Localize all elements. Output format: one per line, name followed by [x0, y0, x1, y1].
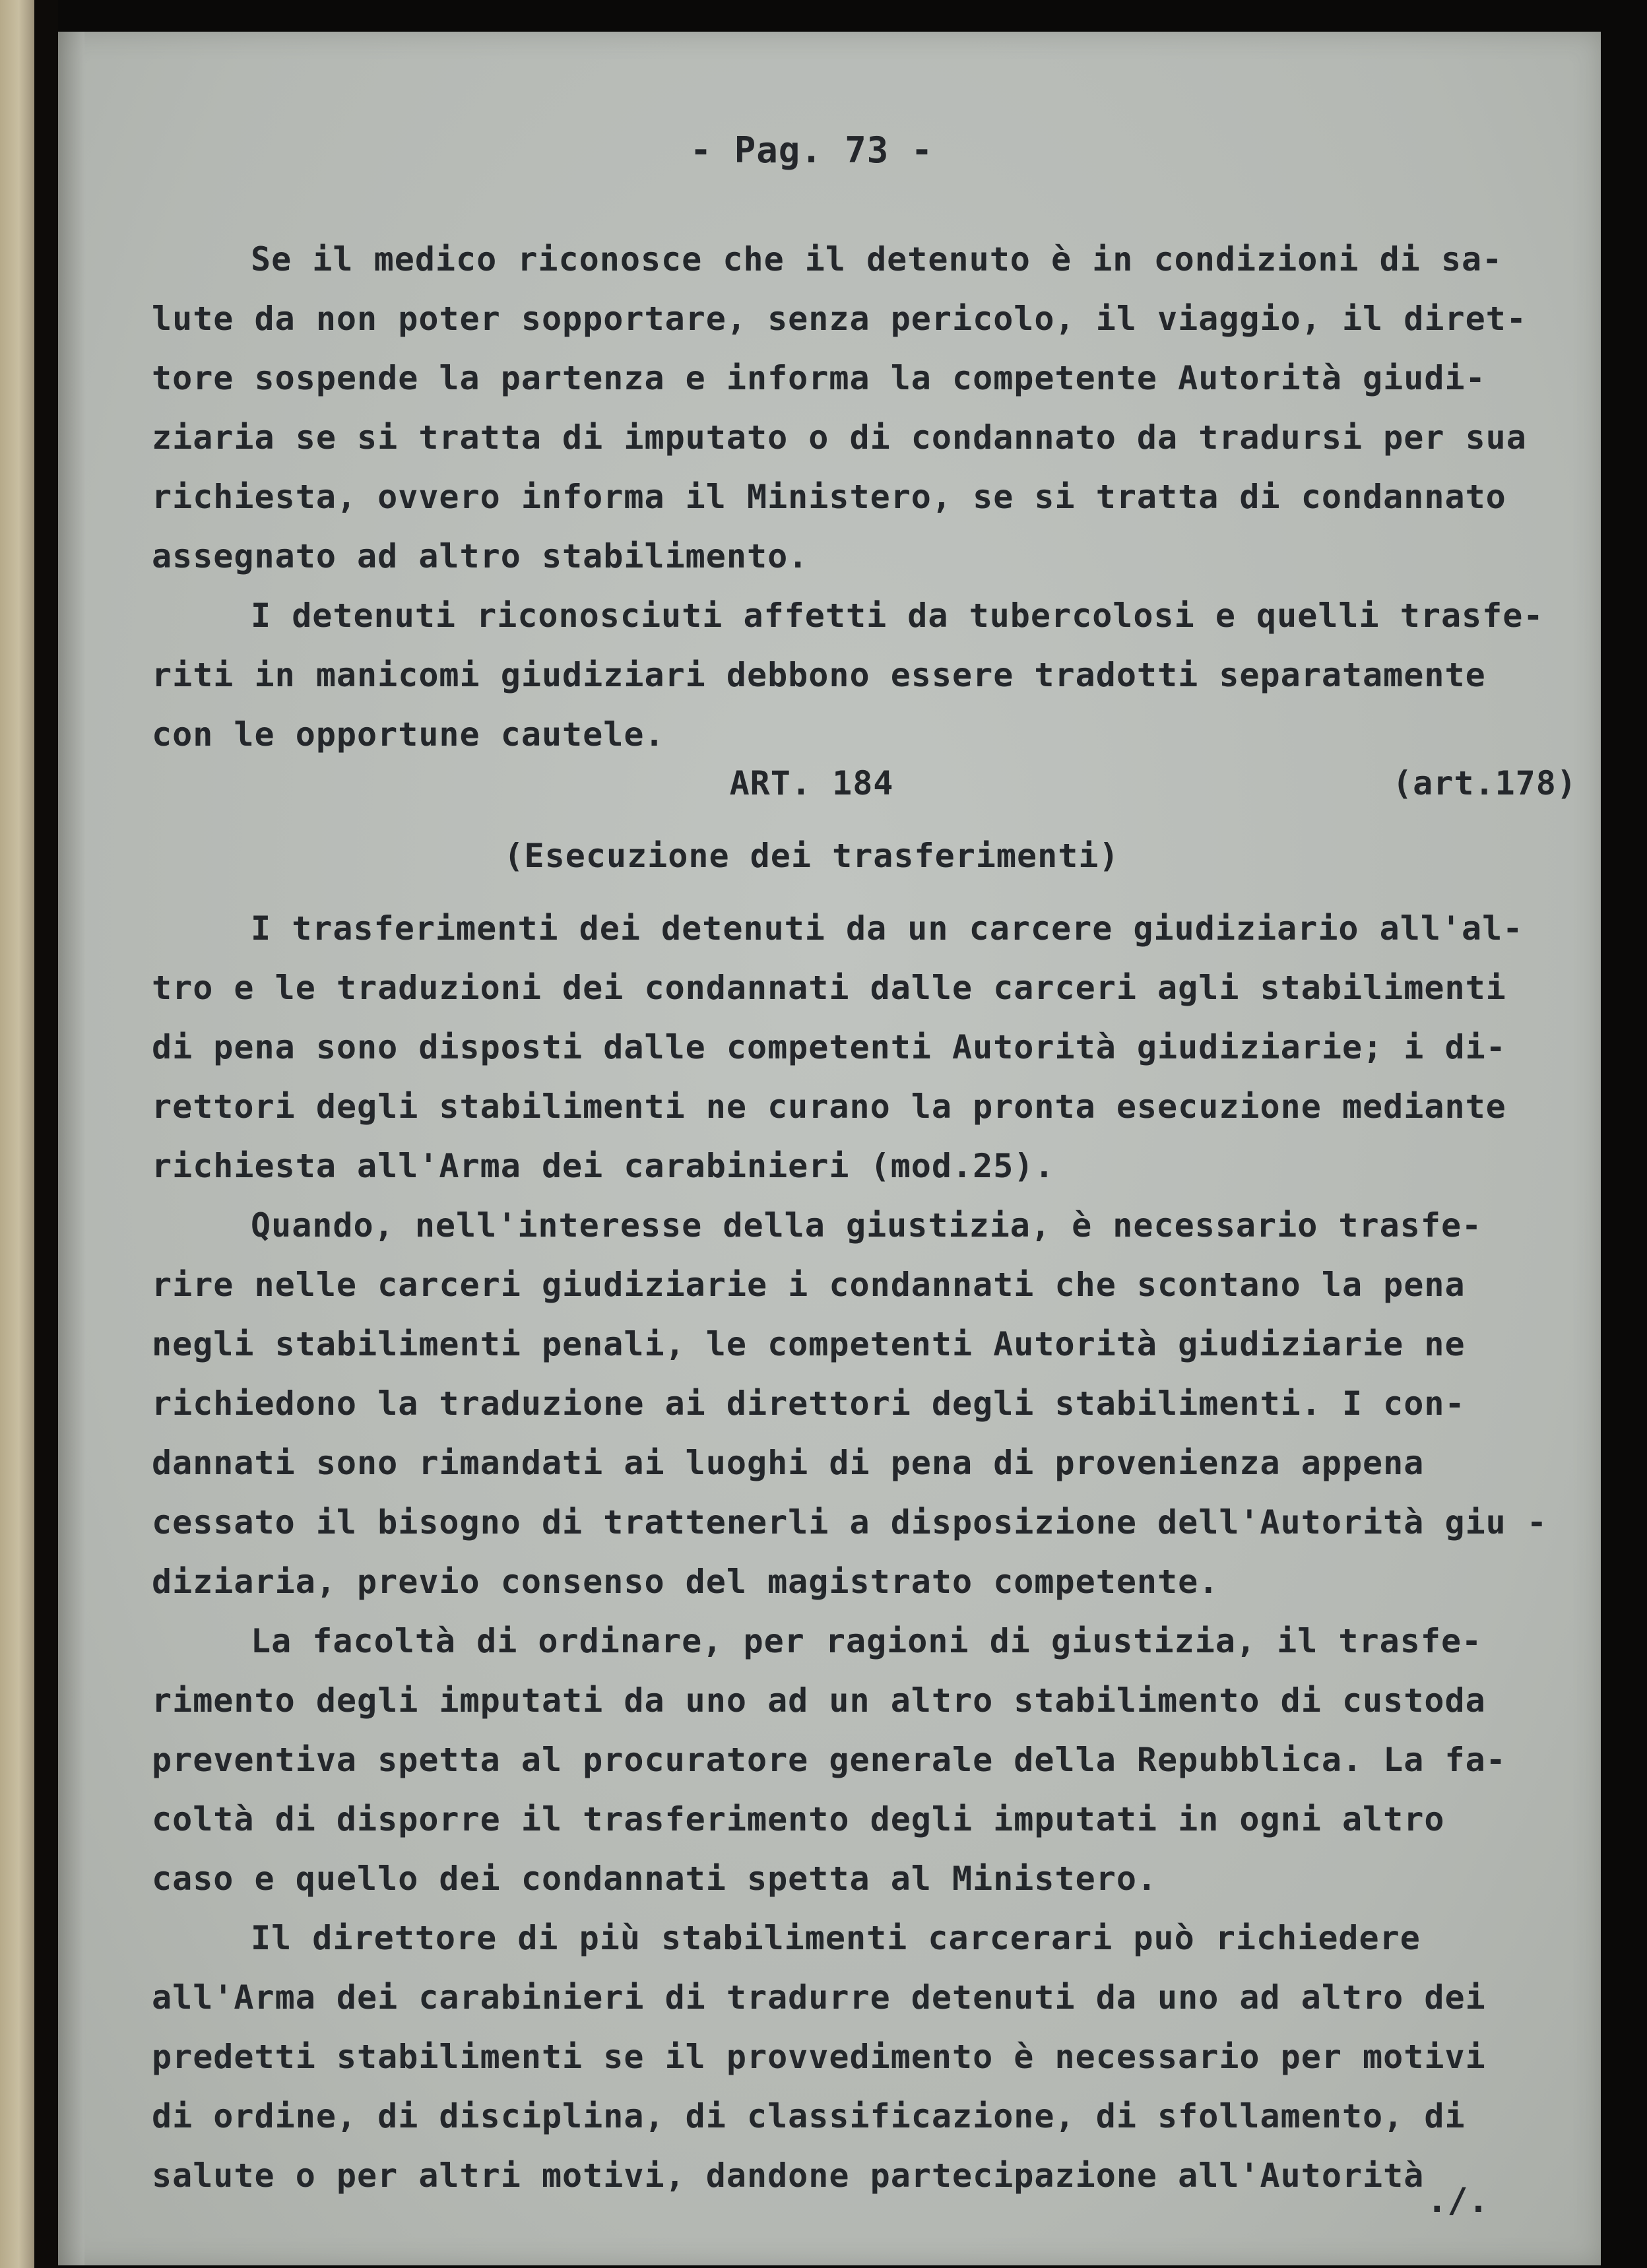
page-number: - Pag. 73 -	[690, 129, 934, 171]
page-shadow	[58, 32, 84, 2265]
text-line: tro e le traduzioni dei condannati dalle carceri agli stabilimenti	[152, 969, 1506, 1007]
text-line: Il direttore di più stabilimenti carcerari può richiedere	[251, 1919, 1421, 1957]
text-line: predetti stabilimenti se il provvedimento è necessario per motivi	[152, 2038, 1486, 2076]
text-line: con le opportune cautele.	[152, 715, 665, 754]
text-line: ziaria se si tratta di imputato o di condannato da tradursi per sua	[152, 418, 1527, 457]
text-line: dannati sono rimandati ai luoghi di pena di provenienza appena	[152, 1444, 1425, 1482]
text-line: salute o per altri motivi, dandone partecipazione all'Autorità	[152, 2156, 1425, 2195]
adjacent-page-edge	[0, 0, 34, 2268]
text-line: riti in manicomi giudiziari debbono essere tradotti separatamente	[152, 656, 1486, 694]
text-line: caso e quello dei condannati spetta al Ministero.	[152, 1860, 1158, 1898]
typewritten-page	[58, 32, 1601, 2265]
text-line: di ordine, di disciplina, di classificazione, di sfollamento, di	[152, 2097, 1466, 2135]
article-title: ART. 184	[729, 764, 894, 802]
text-line: rettori degli stabilimenti ne curano la pronta esecuzione mediante	[152, 1087, 1506, 1126]
article-subtitle: (Esecuzione dei trasferimenti)	[503, 837, 1120, 875]
article-reference: (art.178)	[1392, 764, 1577, 802]
text-line: La facoltà di ordinare, per ragioni di giustizia, il trasfe-	[251, 1622, 1483, 1660]
text-line: richiesta all'Arma dei carabinieri (mod.25).	[152, 1147, 1055, 1185]
text-line: lute da non poter sopportare, senza pericolo, il viaggio, il diret-	[152, 300, 1527, 338]
text-line: coltà di disporre il trasferimento degli imputati in ogni altro	[152, 1800, 1445, 1838]
text-line: assegnato ad altro stabilimento.	[152, 537, 809, 575]
text-line: Quando, nell'interesse della giustizia, è necessario trasfe-	[251, 1206, 1483, 1245]
text-line: negli stabilimenti penali, le competenti Autorità giudiziarie ne	[152, 1325, 1466, 1363]
text-line: I trasferimenti dei detenuti da un carcere giudiziario all'al-	[251, 909, 1524, 948]
binding-gutter	[34, 0, 58, 2268]
text-line: Se il medico riconosce che il detenuto è in condizioni di sa-	[251, 240, 1503, 278]
text-line: tore sospende la partenza e informa la competente Autorità giudi-	[152, 359, 1486, 397]
text-line: all'Arma dei carabinieri di tradurre detenuti da uno ad altro dei	[152, 1978, 1486, 2017]
text-line: diziaria, previo consenso del magistrato competente.	[152, 1563, 1219, 1601]
text-line: cessato il bisogno di trattenerli a disposizione dell'Autorità giu -	[152, 1503, 1547, 1541]
text-line: di pena sono disposti dalle competenti Autorità giudiziarie; i di-	[152, 1028, 1506, 1066]
text-line: richiesta, ovvero informa il Ministero, se si tratta di condannato	[152, 478, 1506, 516]
continuation-mark: ./.	[1427, 2181, 1489, 2220]
text-line: rimento degli imputati da uno ad un altro stabilimento di custoda	[152, 1681, 1486, 1720]
text-line: richiedono la traduzione ai direttori degli stabilimenti. I con-	[152, 1384, 1466, 1423]
text-line: rire nelle carceri giudiziarie i condannati che scontano la pena	[152, 1266, 1466, 1304]
text-line: preventiva spetta al procuratore generale della Repubblica. La fa-	[152, 1741, 1506, 1779]
text-line: I detenuti riconosciuti affetti da tubercolosi e quelli trasfe-	[251, 597, 1544, 635]
